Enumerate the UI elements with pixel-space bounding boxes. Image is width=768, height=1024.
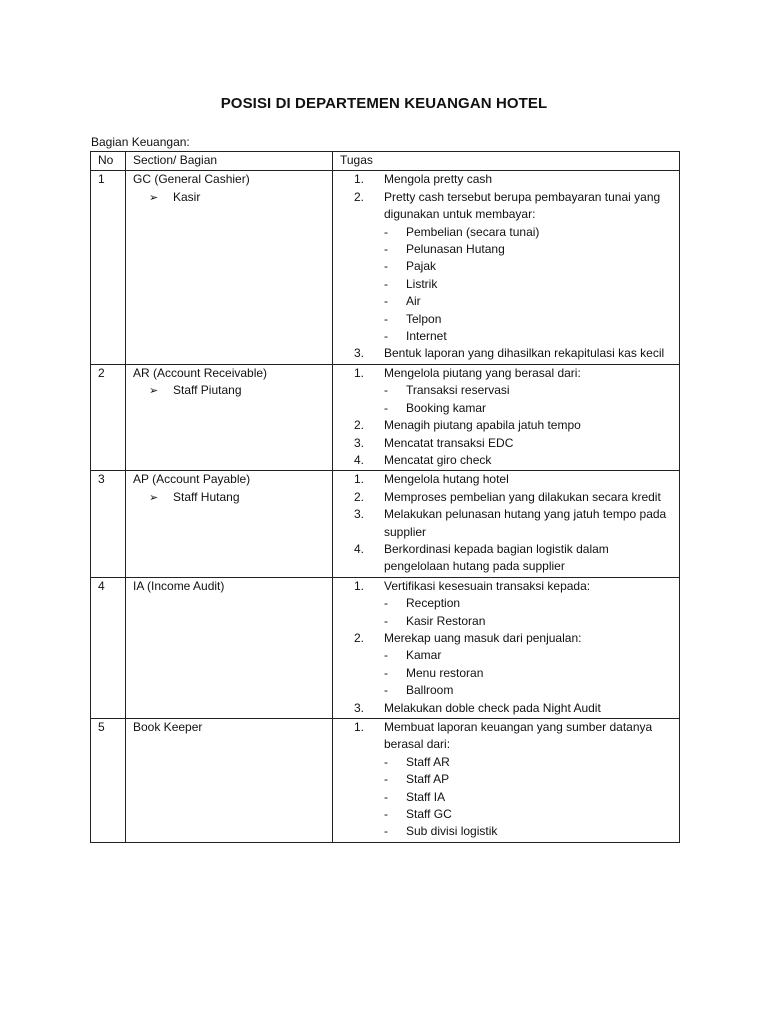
task-text: Melakukan pelunasan hutang yang jatuh tempo pada supplier — [384, 507, 667, 539]
sub-role — [133, 189, 326, 207]
task-text: Pretty cash tersebut berupa pembayaran tunai yang digunakan untuk membayar: — [384, 189, 661, 222]
dash-bullet-icon: - — [384, 772, 388, 787]
table-row — [91, 471, 680, 577]
task-item — [354, 719, 673, 841]
task-list — [340, 365, 673, 469]
task-item — [354, 489, 673, 506]
dash-bullet-icon: - — [384, 224, 388, 239]
task-subitem — [384, 595, 673, 612]
tasks-cell — [333, 577, 680, 718]
dash-bullet-icon: - — [384, 259, 388, 274]
task-subitem — [384, 224, 673, 241]
task-item — [354, 578, 673, 630]
sub-role — [133, 489, 326, 507]
task-subitem — [384, 682, 673, 699]
task-item — [354, 471, 673, 488]
table-row — [91, 364, 680, 470]
task-subitem — [384, 647, 673, 664]
dash-bullet-icon: - — [384, 754, 388, 769]
task-item — [354, 417, 673, 434]
task-subitem-text: Reception — [406, 596, 461, 611]
task-subitem — [384, 771, 673, 788]
header-section: Section/ Bagian — [126, 152, 333, 171]
arrow-bullet-icon: ➢ — [149, 385, 159, 398]
task-subitem-text: Staff IA — [406, 789, 446, 804]
section-label: Bagian Keuangan: — [91, 135, 190, 149]
task-subitem — [384, 400, 673, 417]
task-number: 1. — [354, 365, 365, 380]
tasks-cell — [333, 471, 680, 577]
task-list — [340, 171, 673, 362]
task-subitem — [384, 293, 673, 310]
dash-bullet-icon: - — [384, 596, 388, 611]
task-sublist — [384, 595, 673, 630]
task-subitem-text: Menu restoran — [406, 665, 484, 680]
dash-bullet-icon: - — [384, 276, 388, 291]
task-subitem-text: Internet — [406, 329, 447, 344]
task-sublist — [384, 224, 673, 346]
sub-role-label: Kasir — [173, 189, 201, 204]
task-list — [340, 719, 673, 841]
task-item — [354, 630, 673, 700]
dash-bullet-icon: - — [384, 824, 388, 839]
section-cell — [126, 577, 333, 718]
task-subitem-text: Sub divisi logistik — [406, 824, 498, 839]
task-number: 1. — [354, 578, 365, 593]
dash-bullet-icon: - — [384, 665, 388, 680]
task-item — [354, 506, 673, 541]
task-item — [354, 345, 673, 362]
task-text: Mengelola hutang hotel — [384, 472, 509, 487]
task-number: 4. — [354, 541, 365, 556]
task-subitem-text: Listrik — [406, 276, 438, 291]
task-item — [354, 171, 673, 188]
dash-bullet-icon: - — [384, 242, 388, 257]
task-subitem — [384, 665, 673, 682]
task-subitem — [384, 613, 673, 630]
task-list — [340, 471, 673, 575]
task-number: 2. — [354, 418, 365, 433]
task-item — [354, 435, 673, 452]
section-name: AR (Account Receivable) — [133, 365, 268, 380]
task-item — [354, 365, 673, 417]
dash-bullet-icon: - — [384, 683, 388, 698]
dash-bullet-icon: - — [384, 400, 388, 415]
task-subitem-text: Staff GC — [406, 807, 452, 822]
task-subitem-text: Transaksi reservasi — [406, 383, 510, 398]
section-cell — [126, 719, 333, 843]
task-text: Mencatat transaksi EDC — [384, 435, 514, 450]
tasks-cell — [333, 719, 680, 843]
task-subitem-text: Staff AR — [406, 754, 450, 769]
table-row — [91, 577, 680, 718]
arrow-bullet-icon: ➢ — [149, 491, 159, 504]
task-text: Berkordinasi kepada bagian logistik dalam pengelolaan hutang pada supplier — [384, 541, 609, 574]
task-subitem — [384, 311, 673, 328]
row-number: 4 — [91, 577, 126, 718]
dash-bullet-icon: - — [384, 613, 388, 628]
task-subitem — [384, 754, 673, 771]
task-subitem-text: Pembelian (secara tunai) — [406, 224, 540, 239]
task-text: Memproses pembelian yang dilakukan secara kredit — [384, 489, 661, 504]
task-sublist — [384, 382, 673, 417]
section-name: IA (Income Audit) — [133, 578, 225, 593]
section-name: AP (Account Payable) — [133, 472, 251, 487]
task-text: Vertifikasi kesesuain transaksi kepada: — [384, 578, 591, 593]
task-subitem-text: Kasir Restoran — [406, 613, 486, 628]
task-sublist — [384, 647, 673, 699]
section-name: GC (General Cashier) — [133, 172, 250, 187]
task-subitem-text: Air — [406, 294, 421, 309]
dash-bullet-icon: - — [384, 789, 388, 804]
dash-bullet-icon: - — [384, 311, 388, 326]
task-subitem — [384, 276, 673, 293]
task-subitem — [384, 241, 673, 258]
header-tasks: Tugas — [333, 152, 680, 171]
tasks-cell — [333, 171, 680, 364]
task-subitem-text: Staff AP — [406, 772, 450, 787]
task-item — [354, 541, 673, 576]
section-name: Book Keeper — [133, 720, 203, 734]
task-text: Mencatat giro check — [384, 452, 492, 467]
dash-bullet-icon: - — [384, 648, 388, 663]
task-subitem-text: Ballroom — [406, 683, 454, 698]
task-text: Mengola pretty cash — [384, 172, 493, 187]
dash-bullet-icon: - — [384, 294, 388, 309]
task-subitem — [384, 823, 673, 840]
dash-bullet-icon: - — [384, 383, 388, 398]
task-sublist — [384, 754, 673, 841]
task-subitem-text: Booking kamar — [406, 400, 487, 415]
task-subitem — [384, 328, 673, 345]
table-body — [91, 171, 680, 842]
task-number: 2. — [354, 489, 365, 504]
task-number: 3. — [354, 700, 365, 715]
task-number: 1. — [354, 720, 365, 734]
table-row — [91, 719, 680, 843]
sub-role-label: Staff Hutang — [173, 489, 240, 504]
section-cell — [126, 171, 333, 364]
sub-role — [133, 382, 326, 400]
dash-bullet-icon: - — [384, 329, 388, 344]
task-subitem — [384, 789, 673, 806]
row-number: 1 — [91, 171, 126, 364]
task-number: 3. — [354, 346, 365, 361]
row-number: 3 — [91, 471, 126, 577]
task-number: 4. — [354, 452, 365, 467]
task-number: 2. — [354, 189, 365, 204]
task-subitem — [384, 258, 673, 275]
table-header-row — [91, 152, 680, 171]
task-number: 2. — [354, 630, 365, 645]
task-text: Menagih piutang apabila jatuh tempo — [384, 418, 581, 433]
document-title: POSISI DI DEPARTEMEN KEUANGAN HOTEL — [220, 95, 548, 112]
sub-role-label: Staff Piutang — [173, 383, 242, 398]
task-number: 1. — [354, 472, 365, 487]
task-text: Merekap uang masuk dari penjualan: — [384, 630, 582, 645]
task-number: 1. — [354, 172, 365, 187]
task-number: 3. — [354, 507, 365, 522]
task-text: Mengelola piutang yang berasal dari: — [384, 365, 581, 380]
task-subitem — [384, 382, 673, 399]
tasks-cell — [333, 364, 680, 470]
task-text: Melakukan doble check pada Night Audit — [384, 700, 601, 715]
positions-table — [90, 151, 680, 843]
row-number: 2 — [91, 364, 126, 470]
task-item — [354, 452, 673, 469]
task-subitem-text: Pelunasan Hutang — [406, 242, 505, 257]
row-number: 5 — [91, 719, 126, 843]
task-text: Bentuk laporan yang dihasilkan rekapitulasi kas kecil — [384, 346, 665, 361]
task-subitem — [384, 806, 673, 823]
header-no: No — [91, 152, 126, 171]
section-cell — [126, 364, 333, 470]
task-item — [354, 700, 673, 717]
task-subitem-text: Pajak — [406, 259, 437, 274]
task-list — [340, 578, 673, 717]
task-text: Membuat laporan keuangan yang sumber datanya berasal dari: — [384, 720, 653, 752]
task-subitem-text: Telpon — [406, 311, 442, 326]
table-row — [91, 171, 680, 364]
task-number: 3. — [354, 435, 365, 450]
task-subitem-text: Kamar — [406, 648, 442, 663]
dash-bullet-icon: - — [384, 807, 388, 822]
section-cell — [126, 471, 333, 577]
arrow-bullet-icon: ➢ — [149, 191, 159, 204]
task-item — [354, 189, 673, 346]
